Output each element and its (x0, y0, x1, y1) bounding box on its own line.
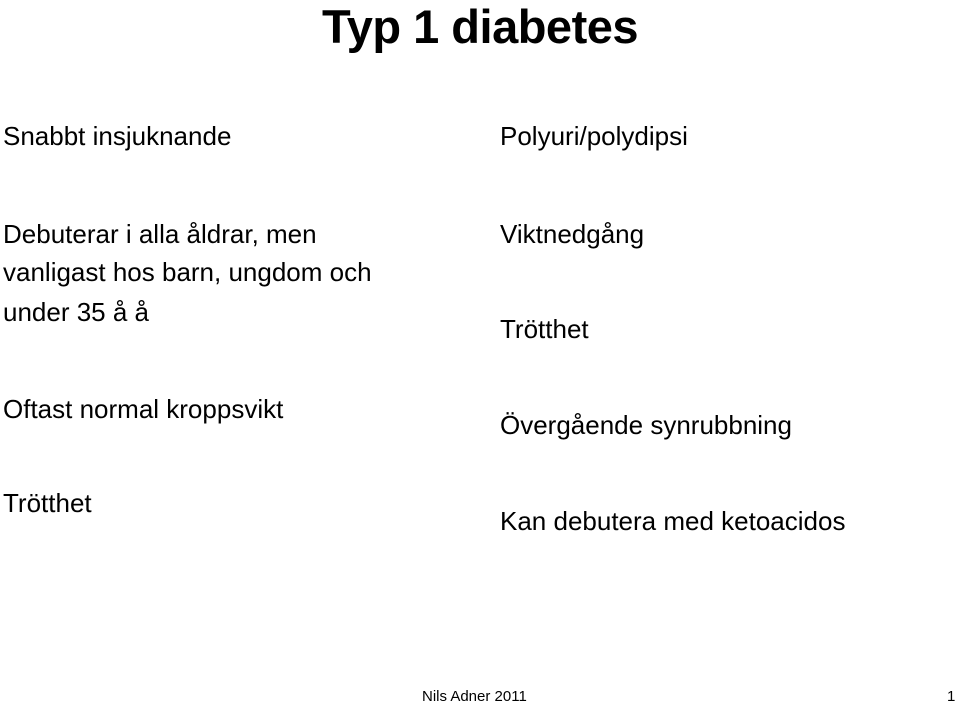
left-column (3, 0, 473, 708)
right-item-ketoacidosis: Kan debutera med ketoacidos (500, 506, 846, 536)
left-item-debut-line-3: under 35 å å (3, 297, 150, 327)
left-item-body-weight: Oftast normal kroppsvikt (3, 394, 284, 424)
left-item-onset: Snabbt insjuknande (3, 121, 232, 151)
left-item-debut-line-1: Debuterar i alla åldrar, men (3, 219, 317, 249)
footer-author: Nils Adner 2011 (422, 688, 527, 705)
right-column (500, 0, 955, 708)
left-item-debut-line-2: vanligast hos barn, ungdom och (3, 257, 372, 287)
left-item-fatigue: Trötthet (3, 488, 92, 518)
slide-title: Typ 1 diabetes (321, 0, 638, 53)
right-item-weight-loss: Viktnedgång (500, 219, 645, 249)
footer-page-number: 1 (947, 688, 956, 705)
right-item-vision: Övergående synrubbning (500, 410, 792, 440)
right-item-polyuria: Polyuri/polydipsi (500, 121, 688, 151)
right-item-fatigue: Trötthet (500, 314, 589, 344)
